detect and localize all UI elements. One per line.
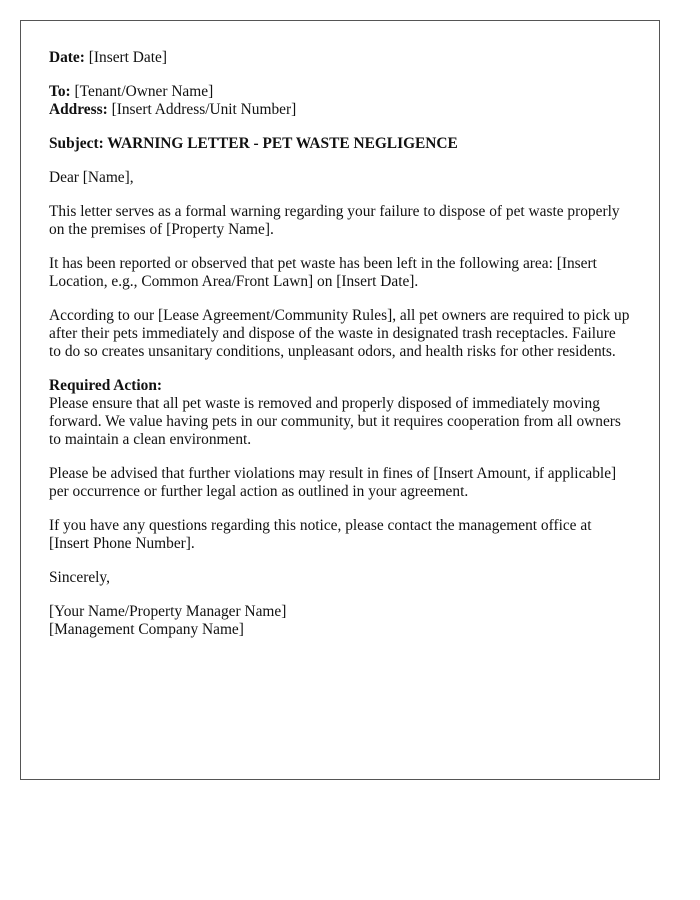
subject-value: WARNING LETTER - PET WASTE NEGLIGENCE: [103, 135, 458, 152]
date-value: [Insert Date]: [84, 49, 167, 66]
address-value: [Insert Address/Unit Number]: [107, 101, 297, 118]
signature-block: [49, 603, 631, 639]
signature-company: [Management Company Name]: [49, 621, 244, 638]
to-line: [49, 83, 631, 101]
paragraph-location: It has been reported or observed that pet waste has been left in the following area: [Insert Location, e.g., Common Area/Front Lawn] on [Insert Date].: [49, 255, 597, 290]
address-label: Address:: [49, 101, 108, 118]
salutation: Dear [Name],: [49, 169, 134, 186]
recipient-block: [49, 83, 631, 119]
signature-name: [Your Name/Property Manager Name]: [49, 603, 287, 620]
required-action-text: Please ensure that all pet waste is removed and properly disposed of immediately moving forward. We value having pets in our community, but it requires cooperation from all owners to maintain a clean environment.: [49, 395, 621, 448]
paragraph-violations: Please be advised that further violations may result in fines of [Insert Amount, if applicable] per occurrence or further legal action as outlined in your agreement.: [49, 465, 617, 500]
subject-label: Subject:: [49, 135, 104, 152]
date-label: Date:: [49, 49, 85, 66]
to-value: [Tenant/Owner Name]: [70, 83, 214, 100]
closing: Sincerely,: [49, 569, 110, 586]
required-action-heading: Required Action:: [49, 377, 163, 394]
paragraph-rules: According to our [Lease Agreement/Community Rules], all pet owners are required to pick up after their pets immediately and dispose of the waste in designated trash receptacles. Failure to do so creates unsanitary conditions, unpleasant odors, and health risks for other residents.: [49, 307, 630, 360]
paragraph-intro: This letter serves as a formal warning regarding your failure to dispose of pet waste properly on the premises of [Property Name].: [49, 203, 620, 238]
date-line: [49, 49, 631, 67]
paragraph-contact: If you have any questions regarding this notice, please contact the management office at [Insert Phone Number].: [49, 517, 592, 552]
to-label: To:: [49, 83, 71, 100]
address-line: [49, 101, 631, 119]
letter-page: [20, 20, 660, 780]
subject-line: [49, 135, 631, 153]
required-action-section: [49, 377, 631, 449]
